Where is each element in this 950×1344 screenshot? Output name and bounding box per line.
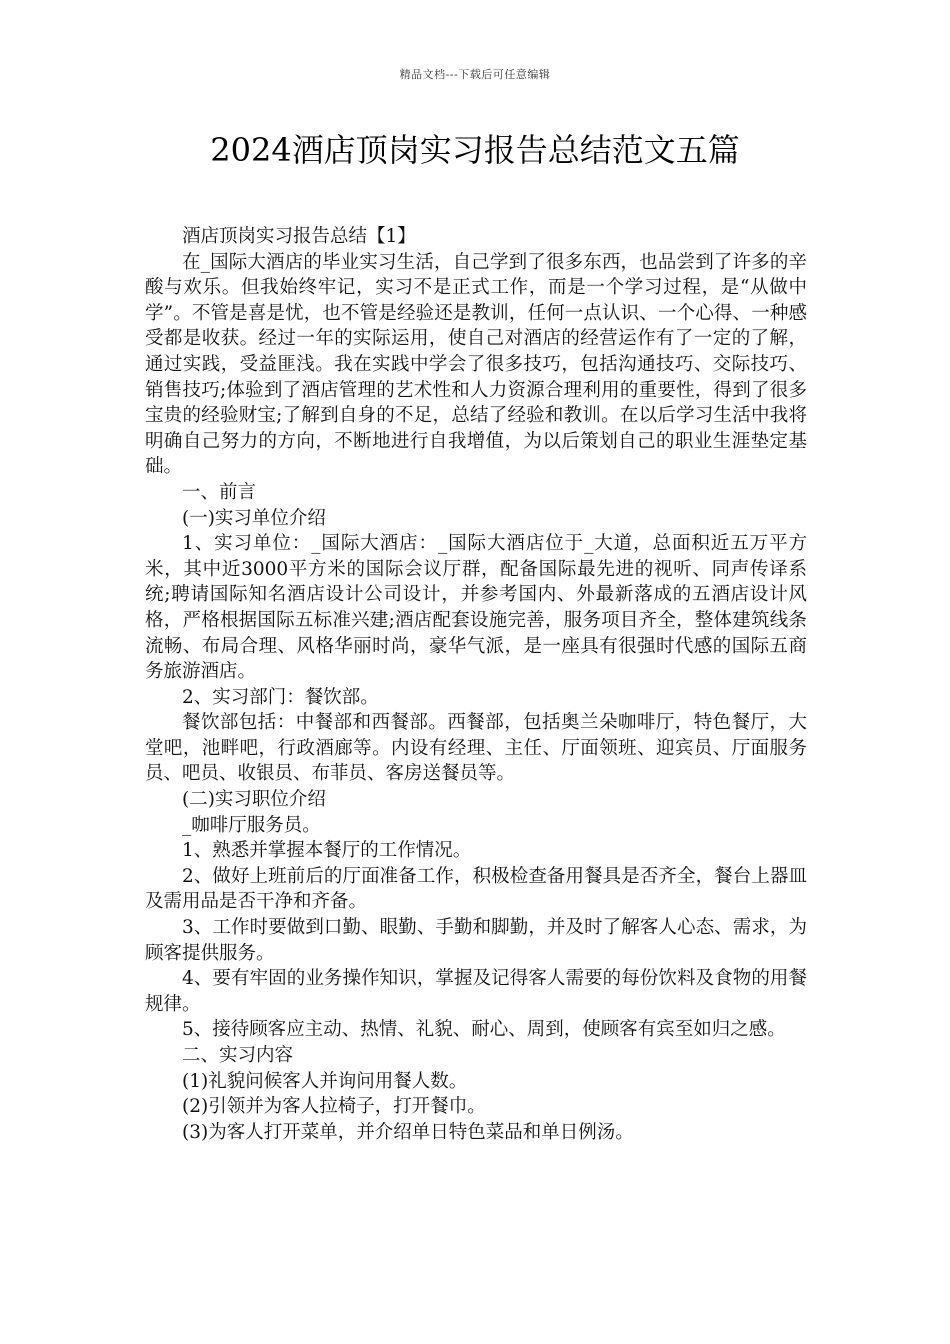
list-item: 3、工作时要做到口勤、眼勤、手勤和脚勤，并及时了解客人心态、需求，为顾客提供服务。: [145, 917, 807, 964]
paragraph: 在_国际大酒店的毕业实习生活，自己学到了很多东西，也品尝到了许多的辛酸与欢乐。但我始终牢记，实习不是正式工作，而是一个学习过程，是“从做中学”。不管是喜是忧，也不管是经验还是教训，任何一点认识、一个心得、一种感受都是收获。经过一年的实际运用，使自己对酒店的经营运作有了一定的了解，通过实践，受益匪浅。我在实践中学会了很多技巧，包括沟通技巧、交际技巧、销售技巧;体验到了酒店管理的艺术性和人力资源合理利用的重要性，得到了很多宝贵的经验财宝;了解到自身的不足，总结了经验和教训。在以后学习生活中我将明确自己努力的方向，不断地进行自我增值，为以后策划自己的职业生涯垫定基础。: [145, 251, 807, 478]
paragraph: 1、实习单位：_国际大酒店：_国际大酒店位于_大道，总面积近五万平方米，其中近3000平方米的国际会议厅群，配备国际最先进的视听、同声传译系统;聘请国际知名酒店设计公司设计，并参考国内、外最新落成的五酒店设计风格，严格根据国际五标准兴建;酒店配套设施完善，服务项目齐全，整体建筑线条流畅、布局合理、风格华丽时尚，豪华气派，是一座具有很强时代感的国际五商务旅游酒店。: [145, 533, 807, 683]
section-heading: 二、实习内容: [182, 1045, 294, 1066]
section-heading: (二)实习职位介绍: [182, 789, 326, 811]
document-body: [145, 224, 807, 1145]
list-item: 4、要有牢固的业务操作知识，掌握及记得客人需要的每份饮料及食物的用餐规律。: [145, 968, 807, 1015]
list-item: 1、熟悉并掌握本餐厅的工作情况。: [182, 840, 472, 862]
section-heading: 酒店顶岗实习报告总结【1】: [182, 226, 416, 247]
paragraph: _咖啡厅服务员。: [182, 814, 321, 836]
list-item: (1)礼貌问候客人并询问用餐人数。: [182, 1070, 468, 1092]
section-heading: 一、前言: [182, 481, 257, 503]
list-item: (3)为客人打开菜单，并介绍单日特色菜品和单日例汤。: [182, 1121, 634, 1143]
list-item: (2)引领并为客人拉椅子，打开餐巾。: [182, 1096, 486, 1118]
page-header-note: 精品文档---下载后可任意编辑: [399, 68, 551, 81]
document-title: 2024酒店顶岗实习报告总结范文五篇: [210, 131, 740, 169]
list-item: 5、接待顾客应主动、热情、礼貌、耐心、周到，使顾客有宾至如归之感。: [182, 1019, 786, 1041]
paragraph: 2、实习部门：餐饮部。: [182, 686, 379, 708]
list-item: 2、做好上班前后的厅面准备工作，积极检查备用餐具是否齐全，餐台上器皿及需用品是否干净和齐备。: [145, 865, 807, 913]
section-heading: (一)实习单位介绍: [182, 507, 326, 529]
paragraph: 餐饮部包括：中餐部和西餐部。西餐部，包括奥兰朵咖啡厅，特色餐厅，大堂吧，池畔吧，行政酒廊等。内设有经理、主任、厅面领班、迎宾员、厅面服务员、吧员、收银员、布菲员、客房送餐员等。: [145, 712, 807, 785]
